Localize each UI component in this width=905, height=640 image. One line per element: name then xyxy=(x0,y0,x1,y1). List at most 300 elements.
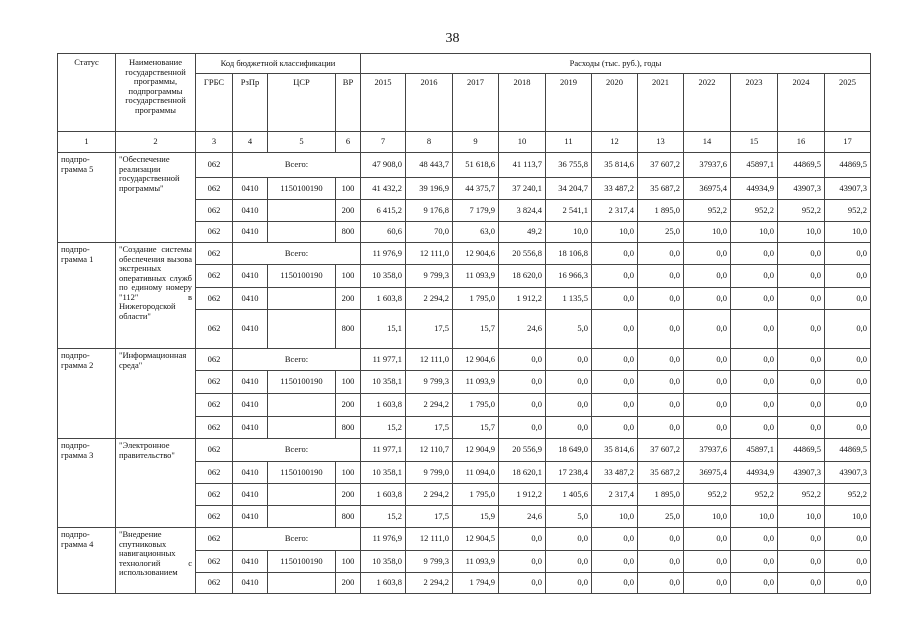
csr-cell: 1150100190 xyxy=(268,551,336,573)
program-name-cell: "Информационная среда" xyxy=(116,349,196,439)
expense-value-cell: 35 687,2 xyxy=(638,178,684,200)
expense-value-cell: 0,0 xyxy=(592,551,638,573)
grbs-cell: 062 xyxy=(196,265,233,288)
expense-value-cell: 0,0 xyxy=(825,310,871,349)
expense-value-cell: 1 795,0 xyxy=(453,394,499,417)
header-year: 2015 xyxy=(361,74,406,132)
expense-value-cell: 1 794,9 xyxy=(453,573,499,594)
expense-value-cell: 0,0 xyxy=(684,288,731,310)
header-expenses-group: Расходы (тыс. руб.), годы xyxy=(361,54,871,74)
expense-value-cell: 51 618,6 xyxy=(453,153,499,178)
rzpr-cell: 0410 xyxy=(233,310,268,349)
expense-value-cell: 17,5 xyxy=(406,506,453,528)
expense-value-cell: 63,0 xyxy=(453,222,499,243)
expense-value-cell: 45897,1 xyxy=(731,439,778,462)
expense-value-cell: 0,0 xyxy=(684,310,731,349)
expense-value-cell: 0,0 xyxy=(638,243,684,265)
expense-value-cell: 10 358,1 xyxy=(361,371,406,394)
expense-value-cell: 17,5 xyxy=(406,310,453,349)
expense-value-cell: 36975,4 xyxy=(684,178,731,200)
expense-value-cell: 11 976,9 xyxy=(361,528,406,551)
program-name-cell: "Внедрение спутниковых навигационных технологий с использованием xyxy=(116,528,196,594)
expense-value-cell: 1 912,2 xyxy=(499,484,546,506)
rzpr-cell: 0410 xyxy=(233,506,268,528)
index-cell: 5 xyxy=(268,132,336,153)
header-vr: ВР xyxy=(336,74,361,132)
expense-value-cell: 12 111,0 xyxy=(406,528,453,551)
expense-value-cell: 0,0 xyxy=(825,417,871,439)
expense-value-cell: 0,0 xyxy=(592,417,638,439)
expense-value-cell: 2 541,1 xyxy=(546,200,592,222)
expense-value-cell: 0,0 xyxy=(778,265,825,288)
expense-value-cell: 44869,5 xyxy=(825,153,871,178)
expense-value-cell: 0,0 xyxy=(778,573,825,594)
vr-cell: 800 xyxy=(336,417,361,439)
rzpr-cell: 0410 xyxy=(233,288,268,310)
index-row xyxy=(58,132,871,153)
expense-value-cell: 0,0 xyxy=(684,265,731,288)
expense-value-cell: 1 912,2 xyxy=(499,288,546,310)
expense-value-cell: 0,0 xyxy=(731,349,778,371)
grbs-cell: 062 xyxy=(196,462,233,484)
expense-value-cell: 0,0 xyxy=(592,310,638,349)
expense-value-cell: 952,2 xyxy=(778,200,825,222)
index-cell: 7 xyxy=(361,132,406,153)
table-row xyxy=(58,243,871,265)
expense-value-cell: 0,0 xyxy=(638,288,684,310)
grbs-cell: 062 xyxy=(196,178,233,200)
expense-value-cell: 12 904,9 xyxy=(453,439,499,462)
csr-cell xyxy=(268,200,336,222)
rzpr-cell: 0410 xyxy=(233,222,268,243)
expense-value-cell: 15,7 xyxy=(453,417,499,439)
csr-cell xyxy=(268,417,336,439)
expense-value-cell: 10,0 xyxy=(778,506,825,528)
expense-value-cell: 37937,6 xyxy=(684,439,731,462)
csr-cell xyxy=(268,288,336,310)
expense-value-cell: 0,0 xyxy=(731,394,778,417)
expense-value-cell: 11 976,9 xyxy=(361,243,406,265)
grbs-cell: 062 xyxy=(196,439,233,462)
expense-value-cell: 952,2 xyxy=(684,200,731,222)
program-name-cell: "Обеспечение реализации государственной программы" xyxy=(116,153,196,243)
vr-cell: 800 xyxy=(336,222,361,243)
rzpr-cell: 0410 xyxy=(233,573,268,594)
expense-value-cell: 24,6 xyxy=(499,506,546,528)
grbs-cell: 062 xyxy=(196,551,233,573)
expense-value-cell: 0,0 xyxy=(546,394,592,417)
expense-value-cell: 11 094,0 xyxy=(453,462,499,484)
expense-value-cell: 10,0 xyxy=(825,506,871,528)
expense-value-cell: 0,0 xyxy=(778,310,825,349)
expense-value-cell: 0,0 xyxy=(592,349,638,371)
csr-cell xyxy=(268,506,336,528)
rzpr-cell: 0410 xyxy=(233,200,268,222)
total-label-cell: Всего: xyxy=(233,439,361,462)
rzpr-cell: 0410 xyxy=(233,551,268,573)
expense-value-cell: 10 358,1 xyxy=(361,462,406,484)
expense-value-cell: 0,0 xyxy=(499,394,546,417)
expense-value-cell: 11 977,1 xyxy=(361,349,406,371)
header-year: 2022 xyxy=(684,74,731,132)
header-csr: ЦСР xyxy=(268,74,336,132)
expense-value-cell: 3 824,4 xyxy=(499,200,546,222)
expense-value-cell: 5,0 xyxy=(546,506,592,528)
index-cell: 6 xyxy=(336,132,361,153)
grbs-cell: 062 xyxy=(196,310,233,349)
grbs-cell: 062 xyxy=(196,288,233,310)
expense-value-cell: 2 317,4 xyxy=(592,200,638,222)
expense-value-cell: 0,0 xyxy=(778,551,825,573)
expense-value-cell: 43907,3 xyxy=(825,178,871,200)
expense-value-cell: 37 240,1 xyxy=(499,178,546,200)
expense-value-cell: 952,2 xyxy=(778,484,825,506)
expense-value-cell: 0,0 xyxy=(731,551,778,573)
grbs-cell: 062 xyxy=(196,573,233,594)
expense-value-cell: 0,0 xyxy=(638,310,684,349)
expense-value-cell: 20 556,8 xyxy=(499,243,546,265)
table-row xyxy=(58,439,871,462)
header-grbs: ГРБС xyxy=(196,74,233,132)
expense-value-cell: 0,0 xyxy=(592,371,638,394)
expense-value-cell: 952,2 xyxy=(731,484,778,506)
header-rzpr: РзПр xyxy=(233,74,268,132)
vr-cell: 100 xyxy=(336,551,361,573)
vr-cell: 100 xyxy=(336,371,361,394)
expense-value-cell: 34 204,7 xyxy=(546,178,592,200)
expense-value-cell: 9 799,3 xyxy=(406,371,453,394)
expense-value-cell: 0,0 xyxy=(638,265,684,288)
table-row xyxy=(58,153,871,178)
expense-value-cell: 10,0 xyxy=(778,222,825,243)
expense-value-cell: 36 755,8 xyxy=(546,153,592,178)
total-label-cell: Всего: xyxy=(233,243,361,265)
expense-value-cell: 0,0 xyxy=(778,349,825,371)
expense-value-cell: 15,1 xyxy=(361,310,406,349)
expense-value-cell: 0,0 xyxy=(684,349,731,371)
index-cell: 3 xyxy=(196,132,233,153)
rzpr-cell: 0410 xyxy=(233,265,268,288)
expense-value-cell: 18 649,0 xyxy=(546,439,592,462)
grbs-cell: 062 xyxy=(196,484,233,506)
expense-value-cell: 18 620,1 xyxy=(499,462,546,484)
expense-value-cell: 20 556,9 xyxy=(499,439,546,462)
vr-cell: 200 xyxy=(336,288,361,310)
expense-value-cell: 44934,9 xyxy=(731,178,778,200)
expense-value-cell: 0,0 xyxy=(592,265,638,288)
expense-value-cell: 1 895,0 xyxy=(638,200,684,222)
index-cell: 10 xyxy=(499,132,546,153)
status-cell: подпро-грамма 3 xyxy=(58,439,116,528)
expense-value-cell: 0,0 xyxy=(592,573,638,594)
expense-value-cell: 18 620,0 xyxy=(499,265,546,288)
vr-cell: 800 xyxy=(336,506,361,528)
expense-value-cell: 1 795,0 xyxy=(453,288,499,310)
expense-value-cell: 24,6 xyxy=(499,310,546,349)
expense-value-cell: 0,0 xyxy=(546,417,592,439)
index-cell: 17 xyxy=(825,132,871,153)
expense-value-cell: 0,0 xyxy=(731,371,778,394)
expense-value-cell: 0,0 xyxy=(592,243,638,265)
expense-value-cell: 952,2 xyxy=(825,200,871,222)
expense-value-cell: 0,0 xyxy=(638,349,684,371)
header-code-group: Код бюджетной классификации xyxy=(196,54,361,74)
expense-value-cell: 9 176,8 xyxy=(406,200,453,222)
expense-value-cell: 952,2 xyxy=(684,484,731,506)
vr-cell: 100 xyxy=(336,178,361,200)
expense-value-cell: 35 814,6 xyxy=(592,439,638,462)
expense-value-cell: 0,0 xyxy=(684,573,731,594)
index-cell: 4 xyxy=(233,132,268,153)
expense-value-cell: 0,0 xyxy=(499,371,546,394)
expense-value-cell: 0,0 xyxy=(825,349,871,371)
expense-value-cell: 1 603,8 xyxy=(361,573,406,594)
total-label-cell: Всего: xyxy=(233,349,361,371)
expense-value-cell: 25,0 xyxy=(638,222,684,243)
expense-value-cell: 41 113,7 xyxy=(499,153,546,178)
csr-cell: 1150100190 xyxy=(268,178,336,200)
expense-value-cell: 33 487,2 xyxy=(592,462,638,484)
expense-value-cell: 9 799,3 xyxy=(406,551,453,573)
header-year: 2017 xyxy=(453,74,499,132)
expense-value-cell: 10,0 xyxy=(825,222,871,243)
expense-value-cell: 15,2 xyxy=(361,417,406,439)
expense-value-cell: 5,0 xyxy=(546,310,592,349)
total-label-cell: Всего: xyxy=(233,153,361,178)
expense-value-cell: 7 179,9 xyxy=(453,200,499,222)
expense-value-cell: 0,0 xyxy=(825,528,871,551)
vr-cell: 100 xyxy=(336,462,361,484)
expense-value-cell: 0,0 xyxy=(778,243,825,265)
expense-value-cell: 2 317,4 xyxy=(592,484,638,506)
expense-value-cell: 35 687,2 xyxy=(638,462,684,484)
expense-value-cell: 2 294,2 xyxy=(406,484,453,506)
expense-value-cell: 0,0 xyxy=(778,528,825,551)
grbs-cell: 062 xyxy=(196,417,233,439)
expense-value-cell: 0,0 xyxy=(731,417,778,439)
expense-value-cell: 16 966,3 xyxy=(546,265,592,288)
status-cell: подпро-грамма 5 xyxy=(58,153,116,243)
expense-value-cell: 0,0 xyxy=(778,288,825,310)
expense-value-cell: 43907,3 xyxy=(778,178,825,200)
expense-value-cell: 2 294,2 xyxy=(406,288,453,310)
expense-value-cell: 0,0 xyxy=(825,243,871,265)
expense-value-cell: 10,0 xyxy=(731,222,778,243)
header-name: Наименование государственной программы, подпрограммы государственной программы xyxy=(116,54,196,132)
expense-value-cell: 0,0 xyxy=(499,573,546,594)
expense-value-cell: 9 799,3 xyxy=(406,265,453,288)
csr-cell: 1150100190 xyxy=(268,462,336,484)
expense-value-cell: 0,0 xyxy=(592,288,638,310)
expense-value-cell: 0,0 xyxy=(731,573,778,594)
expense-value-cell: 0,0 xyxy=(825,394,871,417)
expense-value-cell: 0,0 xyxy=(546,371,592,394)
expense-value-cell: 6 415,2 xyxy=(361,200,406,222)
expense-value-cell: 1 603,8 xyxy=(361,484,406,506)
header-year: 2025 xyxy=(825,74,871,132)
expense-value-cell: 0,0 xyxy=(638,371,684,394)
grbs-cell: 062 xyxy=(196,200,233,222)
expense-value-cell: 0,0 xyxy=(731,528,778,551)
index-cell: 8 xyxy=(406,132,453,153)
header-year: 2018 xyxy=(499,74,546,132)
grbs-cell: 062 xyxy=(196,243,233,265)
index-cell: 9 xyxy=(453,132,499,153)
status-cell: подпро-грамма 2 xyxy=(58,349,116,439)
expense-value-cell: 0,0 xyxy=(499,551,546,573)
expense-value-cell: 11 977,1 xyxy=(361,439,406,462)
expense-value-cell: 12 904,6 xyxy=(453,243,499,265)
rzpr-cell: 0410 xyxy=(233,371,268,394)
expense-value-cell: 952,2 xyxy=(825,484,871,506)
expense-value-cell: 0,0 xyxy=(731,265,778,288)
csr-cell: 1150100190 xyxy=(268,265,336,288)
expense-value-cell: 33 487,2 xyxy=(592,178,638,200)
grbs-cell: 062 xyxy=(196,222,233,243)
expense-value-cell: 1 135,5 xyxy=(546,288,592,310)
status-cell: подпро-грамма 4 xyxy=(58,528,116,594)
expense-value-cell: 0,0 xyxy=(592,528,638,551)
header-year: 2021 xyxy=(638,74,684,132)
expense-value-cell: 37 607,2 xyxy=(638,439,684,462)
expense-value-cell: 0,0 xyxy=(778,417,825,439)
header-year: 2016 xyxy=(406,74,453,132)
expense-value-cell: 10,0 xyxy=(684,222,731,243)
expense-value-cell: 49,2 xyxy=(499,222,546,243)
expense-value-cell: 10,0 xyxy=(592,222,638,243)
grbs-cell: 062 xyxy=(196,349,233,371)
expense-value-cell: 60,6 xyxy=(361,222,406,243)
expense-value-cell: 1 603,8 xyxy=(361,288,406,310)
header-year: 2019 xyxy=(546,74,592,132)
index-cell: 11 xyxy=(546,132,592,153)
expense-value-cell: 0,0 xyxy=(825,265,871,288)
expense-value-cell: 952,2 xyxy=(731,200,778,222)
header-row-1 xyxy=(58,54,871,74)
vr-cell: 100 xyxy=(336,265,361,288)
index-cell: 1 xyxy=(58,132,116,153)
grbs-cell: 062 xyxy=(196,528,233,551)
expense-value-cell: 0,0 xyxy=(684,551,731,573)
vr-cell: 800 xyxy=(336,310,361,349)
expense-value-cell: 44869,5 xyxy=(778,439,825,462)
expense-value-cell: 15,9 xyxy=(453,506,499,528)
expense-value-cell: 0,0 xyxy=(499,417,546,439)
expense-value-cell: 11 093,9 xyxy=(453,551,499,573)
expense-value-cell: 43907,3 xyxy=(825,462,871,484)
expense-value-cell: 0,0 xyxy=(638,551,684,573)
index-cell: 15 xyxy=(731,132,778,153)
csr-cell xyxy=(268,484,336,506)
expense-value-cell: 1 895,0 xyxy=(638,484,684,506)
header-year: 2023 xyxy=(731,74,778,132)
expense-value-cell: 0,0 xyxy=(546,349,592,371)
expense-value-cell: 0,0 xyxy=(638,417,684,439)
expense-value-cell: 0,0 xyxy=(778,394,825,417)
expense-value-cell: 45897,1 xyxy=(731,153,778,178)
expense-value-cell: 0,0 xyxy=(778,371,825,394)
grbs-cell: 062 xyxy=(196,153,233,178)
expense-value-cell: 37 607,2 xyxy=(638,153,684,178)
expense-value-cell: 0,0 xyxy=(546,573,592,594)
expense-value-cell: 0,0 xyxy=(638,573,684,594)
expense-value-cell: 10 358,0 xyxy=(361,551,406,573)
expense-value-cell: 11 093,9 xyxy=(453,265,499,288)
expense-value-cell: 0,0 xyxy=(825,551,871,573)
expense-value-cell: 12 904,5 xyxy=(453,528,499,551)
expense-value-cell: 12 110,7 xyxy=(406,439,453,462)
vr-cell: 200 xyxy=(336,200,361,222)
expense-value-cell: 25,0 xyxy=(638,506,684,528)
expense-value-cell: 15,2 xyxy=(361,506,406,528)
expense-value-cell: 44869,5 xyxy=(825,439,871,462)
grbs-cell: 062 xyxy=(196,506,233,528)
expense-value-cell: 0,0 xyxy=(638,528,684,551)
expense-value-cell: 0,0 xyxy=(825,371,871,394)
expense-value-cell: 10,0 xyxy=(592,506,638,528)
rzpr-cell: 0410 xyxy=(233,462,268,484)
expense-value-cell: 0,0 xyxy=(499,528,546,551)
rzpr-cell: 0410 xyxy=(233,484,268,506)
expense-value-cell: 44 375,7 xyxy=(453,178,499,200)
expense-value-cell: 0,0 xyxy=(684,394,731,417)
total-label-cell: Всего: xyxy=(233,528,361,551)
status-cell: подпро-грамма 1 xyxy=(58,243,116,349)
header-year: 2024 xyxy=(778,74,825,132)
vr-cell: 200 xyxy=(336,394,361,417)
expense-value-cell: 12 111,0 xyxy=(406,349,453,371)
expense-value-cell: 41 432,2 xyxy=(361,178,406,200)
expense-value-cell: 17,5 xyxy=(406,417,453,439)
vr-cell: 200 xyxy=(336,484,361,506)
expense-value-cell: 0,0 xyxy=(684,371,731,394)
expense-value-cell: 70,0 xyxy=(406,222,453,243)
csr-cell xyxy=(268,310,336,349)
vr-cell: 200 xyxy=(336,573,361,594)
expense-value-cell: 0,0 xyxy=(825,288,871,310)
expense-value-cell: 15,7 xyxy=(453,310,499,349)
page-number: 38 xyxy=(445,31,460,46)
expense-value-cell: 17 238,4 xyxy=(546,462,592,484)
expense-value-cell: 10 358,0 xyxy=(361,265,406,288)
expense-value-cell: 1 405,6 xyxy=(546,484,592,506)
table-row xyxy=(58,349,871,371)
csr-cell xyxy=(268,573,336,594)
expense-value-cell: 12 904,6 xyxy=(453,349,499,371)
expense-value-cell: 0,0 xyxy=(825,573,871,594)
expense-value-cell: 35 814,6 xyxy=(592,153,638,178)
expense-value-cell: 43907,3 xyxy=(778,462,825,484)
program-name-cell: "Электронное правительство" xyxy=(116,439,196,528)
expense-value-cell: 0,0 xyxy=(731,243,778,265)
index-cell: 12 xyxy=(592,132,638,153)
expense-value-cell: 0,0 xyxy=(731,310,778,349)
expense-value-cell: 0,0 xyxy=(546,528,592,551)
expense-value-cell: 10,0 xyxy=(546,222,592,243)
index-cell: 2 xyxy=(116,132,196,153)
expense-value-cell: 39 196,9 xyxy=(406,178,453,200)
expense-value-cell: 44934,9 xyxy=(731,462,778,484)
expense-value-cell: 0,0 xyxy=(638,394,684,417)
expense-value-cell: 12 111,0 xyxy=(406,243,453,265)
rzpr-cell: 0410 xyxy=(233,417,268,439)
expense-value-cell: 1 795,0 xyxy=(453,484,499,506)
table-row xyxy=(58,528,871,551)
expense-value-cell: 0,0 xyxy=(684,417,731,439)
expense-value-cell: 44869,5 xyxy=(778,153,825,178)
expense-value-cell: 48 443,7 xyxy=(406,153,453,178)
expense-value-cell: 0,0 xyxy=(684,243,731,265)
